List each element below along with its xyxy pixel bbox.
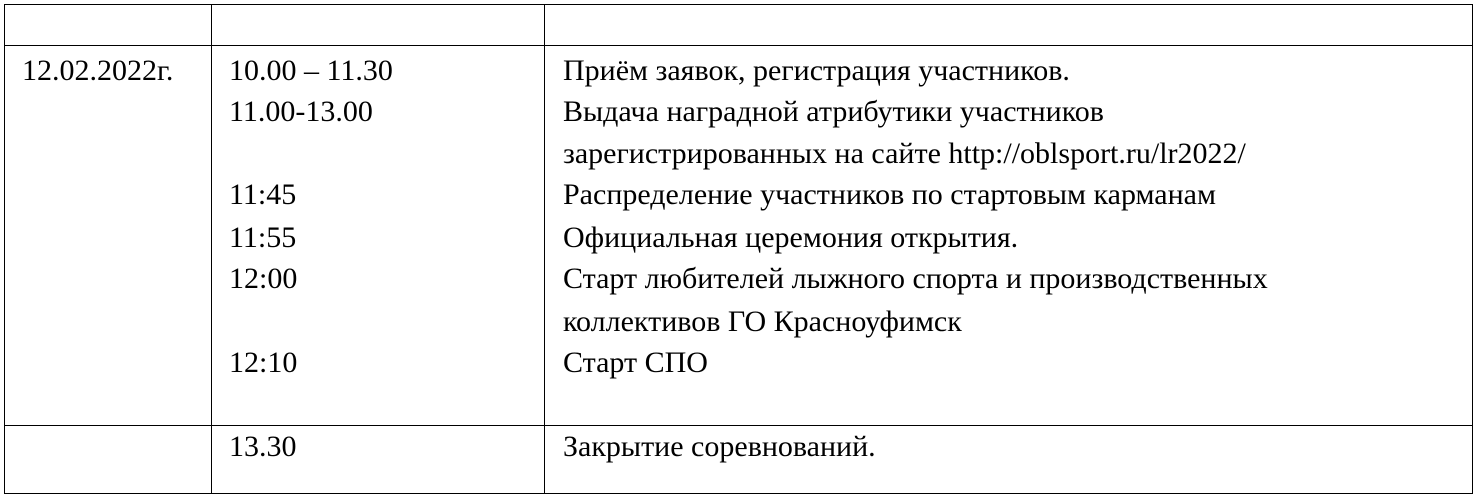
table-border-bottom <box>4 493 1473 494</box>
closing-time-cell: 13.30 <box>229 430 297 463</box>
event-cell: зарегистрированных на сайте http://oblsport.ru/lr2022/ <box>563 137 1246 170</box>
table-border-left <box>4 4 5 494</box>
time-cell: 11:45 <box>229 178 297 211</box>
column-divider-date-time <box>211 4 212 494</box>
table-border-top <box>4 4 1473 5</box>
time-cell: 12:00 <box>229 262 298 295</box>
time-cell: 12:10 <box>229 346 298 379</box>
time-cell: 10.00 – 11.30 <box>229 54 393 87</box>
table-border-right <box>1472 4 1473 494</box>
event-cell: Официальная церемония открытия. <box>563 221 1019 254</box>
event-cell: Старт СПО <box>563 346 708 379</box>
closing-event-cell: Закрытие соревнований. <box>563 430 876 463</box>
time-cell: 11:55 <box>229 221 297 254</box>
event-cell: Старт любителей лыжного спорта и производственных <box>563 262 1268 295</box>
column-divider-time-event <box>544 4 545 494</box>
time-cell: 11.00-13.00 <box>229 95 373 128</box>
event-cell: коллективов ГО Красноуфимск <box>563 305 962 338</box>
event-cell: Выдача наградной атрибутики участников <box>563 95 1104 128</box>
event-cell: Приём заявок, регистрация участников. <box>563 54 1070 87</box>
date-cell: 12.02.2022г. <box>22 54 174 87</box>
header-row-divider <box>4 45 1473 46</box>
event-cell: Распределение участников по стартовым карманам <box>563 178 1216 211</box>
